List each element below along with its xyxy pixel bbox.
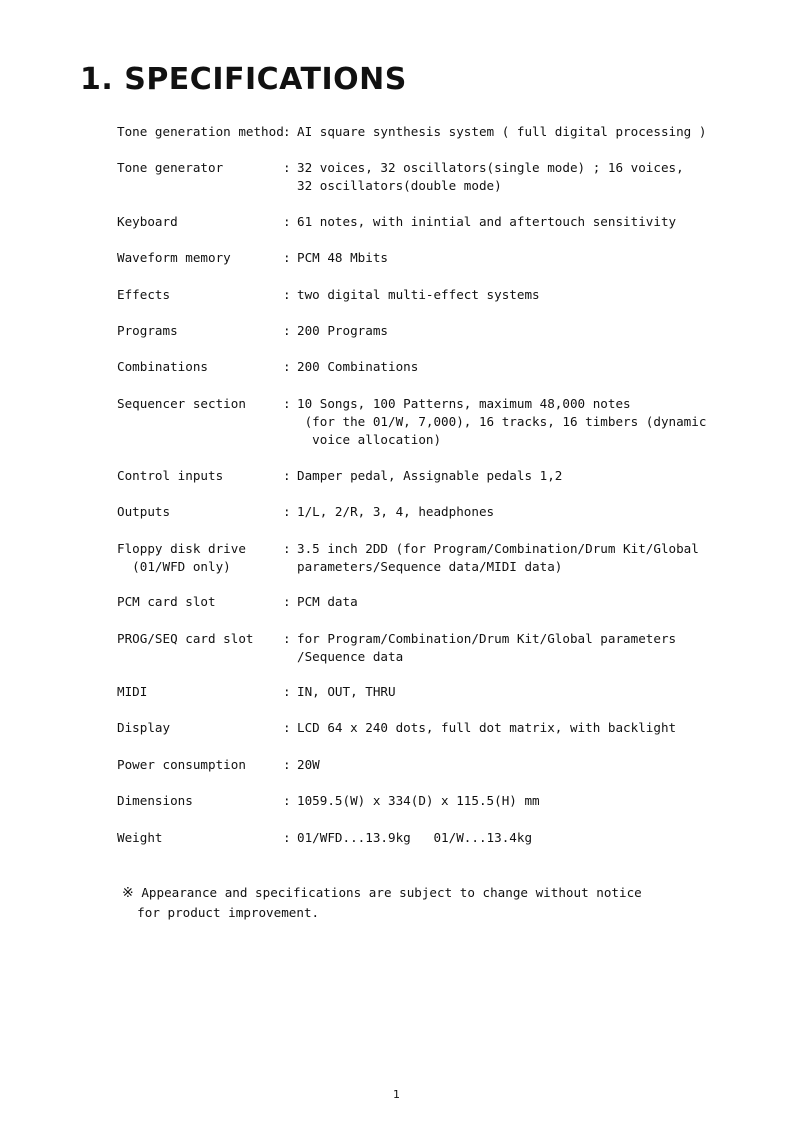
spec-label: Display xyxy=(117,720,171,736)
spec-row-control-inputs xyxy=(117,467,717,485)
spec-row-keyboard xyxy=(117,213,717,231)
spec-value: 3.5 inch 2DD (for Program/Combination/Drum Kit/Global parameters/Sequence data/MIDI data) xyxy=(297,540,699,574)
spec-row-tone-generation-method xyxy=(117,123,717,141)
spec-colon: : xyxy=(283,756,291,772)
spec-value: PCM data xyxy=(297,594,358,610)
spec-label: PCM card slot xyxy=(117,594,216,610)
spec-colon: : xyxy=(283,793,291,809)
spec-row-effects xyxy=(117,286,717,304)
spec-label: PROG/SEQ card slot xyxy=(117,630,254,646)
spec-row-floppy-disk-drive xyxy=(117,540,717,576)
spec-value: two digital multi-effect systems xyxy=(297,286,540,302)
spec-colon: : xyxy=(283,286,291,302)
spec-value: 10 Songs, 100 Patterns, maximum 48,000 notes (for the 01/W, 7,000), 16 tracks, 16 timbers (dynamic voice allocation) xyxy=(297,395,707,447)
spec-row-weight xyxy=(117,829,717,847)
notice xyxy=(122,883,642,923)
spec-label: Waveform memory xyxy=(117,250,231,266)
spec-colon: : xyxy=(283,250,291,266)
spec-colon: : xyxy=(283,720,291,736)
spec-value: 32 voices, 32 oscillators(single mode) ; 16 voices, 32 oscillators(double mode) xyxy=(297,160,684,194)
spec-label: Keyboard xyxy=(117,213,178,229)
spec-colon: : xyxy=(283,395,291,411)
spec-label: Tone generator xyxy=(117,160,224,176)
spec-value: 20W xyxy=(297,756,320,772)
spec-value: Damper pedal, Assignable pedals 1,2 xyxy=(297,467,563,483)
spec-row-power-consumption xyxy=(117,756,717,774)
spec-value: 200 Combinations xyxy=(297,359,419,375)
spec-value: LCD 64 x 240 dots, full dot matrix, with backlight xyxy=(297,720,677,736)
spec-colon: : xyxy=(283,684,291,700)
spec-label: Combinations xyxy=(117,359,208,375)
spec-row-sequencer-section xyxy=(117,395,717,449)
spec-label: MIDI xyxy=(117,684,148,700)
spec-colon: : xyxy=(283,160,291,176)
spec-row-outputs xyxy=(117,503,717,521)
spec-colon: : xyxy=(283,467,291,483)
spec-label: Control inputs xyxy=(117,467,224,483)
spec-label: Floppy disk drive (01/WFD only) xyxy=(117,540,246,574)
reference-mark-icon: ※ xyxy=(122,885,134,901)
spec-colon: : xyxy=(283,359,291,375)
spec-value: 01/WFD...13.9kg 01/W...13.4kg xyxy=(297,829,533,845)
spec-colon: : xyxy=(283,540,291,556)
spec-label: Dimensions xyxy=(117,793,193,809)
spec-row-programs xyxy=(117,322,717,340)
page-number: 1 xyxy=(393,1088,400,1101)
spec-value: 1059.5(W) x 334(D) x 115.5(H) mm xyxy=(297,793,540,809)
spec-colon: : xyxy=(283,829,291,845)
spec-value: IN, OUT, THRU xyxy=(297,684,396,700)
notice-line-2: for product improvement. xyxy=(122,905,320,920)
spec-row-display xyxy=(117,719,717,737)
spec-row-dimensions xyxy=(117,792,717,810)
spec-label: Sequencer section xyxy=(117,395,246,411)
spec-colon: : xyxy=(283,323,291,339)
spec-table xyxy=(117,123,717,865)
spec-row-prog-seq-card-slot xyxy=(117,630,717,666)
spec-value: 200 Programs xyxy=(297,323,388,339)
spec-label: Tone generation method xyxy=(117,124,284,139)
spec-value: for Program/Combination/Drum Kit/Global parameters /Sequence data xyxy=(297,630,677,664)
spec-label: Outputs xyxy=(117,504,171,520)
spec-label: Weight xyxy=(117,829,163,845)
spec-value: AI square synthesis system ( full digital processing ) xyxy=(297,124,707,139)
spec-row-waveform-memory xyxy=(117,249,717,267)
notice-line-1: Appearance and specifications are subject to change without notice xyxy=(133,885,642,900)
spec-label: Programs xyxy=(117,323,178,339)
spec-value: 61 notes, with inintial and aftertouch sensitivity xyxy=(297,213,677,229)
spec-colon: : xyxy=(283,594,291,610)
spec-label: Effects xyxy=(117,286,171,302)
spec-value: PCM 48 Mbits xyxy=(297,250,388,266)
spec-row-combinations xyxy=(117,358,717,376)
spec-row-tone-generator xyxy=(117,159,717,195)
spec-colon: : xyxy=(283,504,291,520)
spec-label: Power consumption xyxy=(117,756,246,772)
spec-value: 1/L, 2/R, 3, 4, headphones xyxy=(297,504,495,520)
page-title: 1. SPECIFICATIONS xyxy=(80,62,407,97)
spec-colon: : xyxy=(283,213,291,229)
spec-row-midi xyxy=(117,683,717,701)
spec-row-pcm-card-slot xyxy=(117,593,717,611)
spec-colon: : xyxy=(283,630,291,646)
spec-colon: : xyxy=(283,124,291,139)
